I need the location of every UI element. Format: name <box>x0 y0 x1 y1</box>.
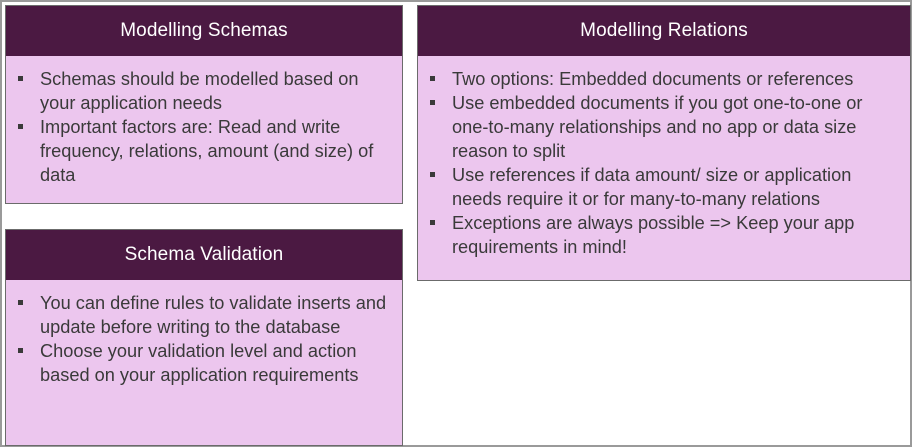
schema-validation-title: Schema Validation <box>6 230 402 280</box>
modelling-schemas-list <box>16 67 394 187</box>
modelling-relations-title: Modelling Relations <box>418 6 910 56</box>
modelling-schemas-title: Modelling Schemas <box>6 6 402 56</box>
list-item: Use embedded documents if you got one-to-one or one-to-many relationships and no app or data size reason to split <box>428 91 902 163</box>
list-item: Choose your validation level and action based on your application requirements <box>16 339 394 387</box>
list-item: Use references if data amount/ size or application needs require it or for many-to-many relations <box>428 163 902 211</box>
list-item: Schemas should be modelled based on your application needs <box>16 67 394 115</box>
list-item: Exceptions are always possible => Keep your app requirements in mind! <box>428 211 902 259</box>
modelling-relations-list <box>428 67 902 259</box>
list-item: Two options: Embedded documents or references <box>428 67 902 91</box>
list-item: Important factors are: Read and write frequency, relations, amount (and size) of data <box>16 115 394 187</box>
list-item: You can define rules to validate inserts and update before writing to the database <box>16 291 394 339</box>
modelling-relations-card <box>417 5 911 281</box>
schema-validation-body <box>6 280 402 387</box>
schema-validation-list <box>16 291 394 387</box>
modelling-relations-body <box>418 56 910 259</box>
modelling-schemas-body <box>6 56 402 187</box>
schema-validation-card <box>5 229 403 446</box>
modelling-schemas-card <box>5 5 403 204</box>
